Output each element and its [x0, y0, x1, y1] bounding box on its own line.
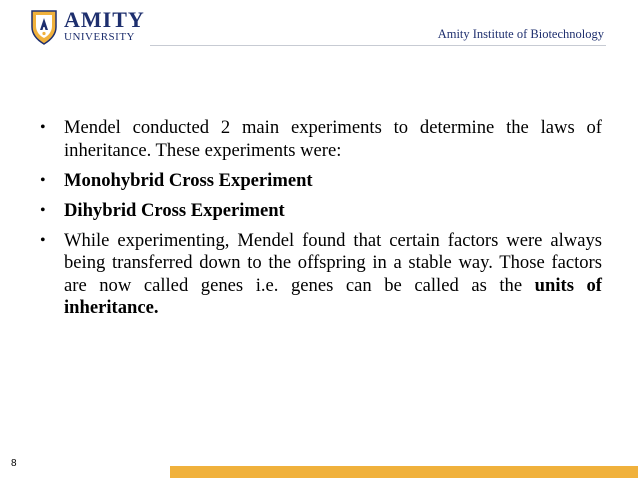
amity-shield-icon [30, 9, 58, 45]
logo-wordmark: AMITY [64, 7, 145, 32]
page-number: 8 [11, 458, 17, 469]
bullet-text: Dihybrid Cross Experiment [64, 199, 285, 221]
amity-logo [30, 9, 146, 45]
bullet-dot: • [40, 119, 46, 136]
bullet-item [38, 230, 602, 320]
slide-body [38, 117, 602, 327]
logo-subtitle: UNIVERSITY [64, 31, 135, 43]
bullet-text: While experimenting, Mendel found that certain factors were always being transferred down to the offspring in a stable way. Those factors are now called genes i.e. genes can be called as the [64, 229, 602, 296]
bullet-dot: • [40, 201, 46, 219]
slide-header [0, 0, 638, 50]
bullet-item [38, 200, 602, 223]
header-divider [150, 45, 606, 46]
footer-accent-bar [170, 466, 638, 478]
bullet-text: Monohybrid Cross Experiment [64, 169, 313, 191]
bullet-text: Mendel conducted 2 main experiments to determine the laws of inheritance. These experiments were: [64, 117, 602, 161]
bullet-dot: • [40, 231, 46, 249]
bullet-dot: • [40, 171, 46, 189]
institute-name: Amity Institute of Biotechnology [437, 27, 604, 41]
bullet-item [38, 170, 602, 193]
bullet-item [38, 117, 602, 162]
bullet-list [38, 117, 602, 320]
bullet-bold-text: units of inheritance. [64, 274, 602, 318]
